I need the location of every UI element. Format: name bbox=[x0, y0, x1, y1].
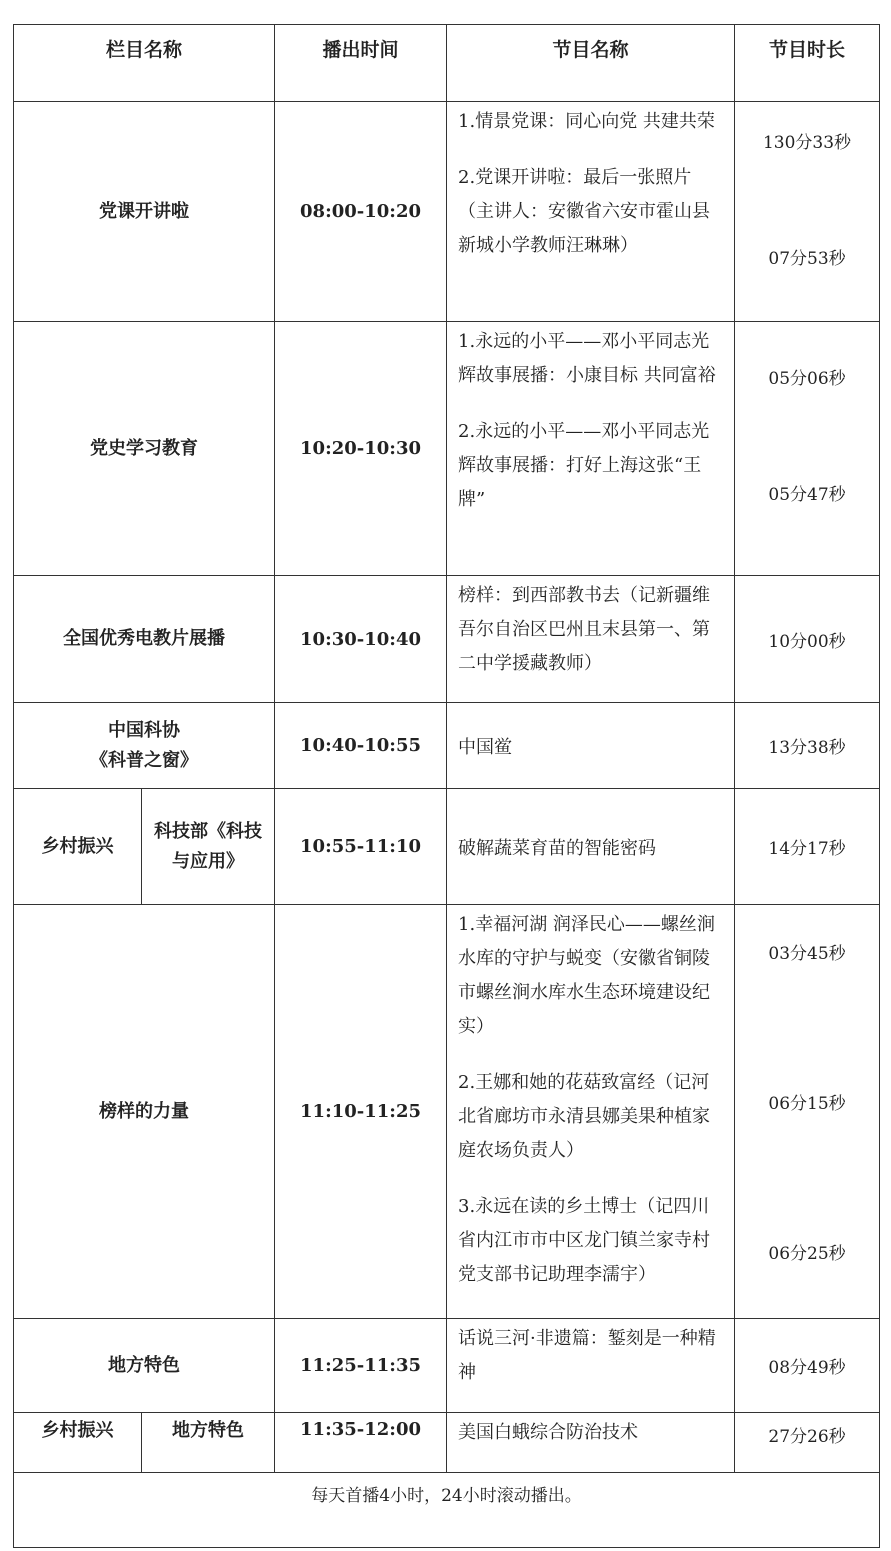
air-time: 11:35-12:00 bbox=[275, 1413, 447, 1473]
program-item: 破解蔬菜育苗的智能密码 bbox=[447, 789, 735, 905]
column-name-line: 《科普之窗》 bbox=[90, 749, 198, 771]
table-row bbox=[14, 322, 880, 576]
program-item: 1.情景党课：同心向党 共建共荣 bbox=[458, 111, 715, 132]
table-row bbox=[14, 1319, 880, 1413]
duration-item: 14分17秒 bbox=[735, 789, 880, 905]
table-row bbox=[14, 102, 880, 322]
program-item: 2.党课开讲啦：最后一张照片（主讲人：安徽省六安市霍山县新城小学教师汪琳琳） bbox=[458, 167, 711, 256]
air-time: 10:55-11:10 bbox=[275, 789, 447, 905]
program-item: 3.永远在读的乡土博士（记四川省内江市市中区龙门镇兰家寺村党支部书记助理李濡宇） bbox=[458, 1196, 711, 1285]
header-column-name: 栏目名称 bbox=[14, 25, 275, 102]
column-name-line: 中国科协 bbox=[108, 719, 180, 741]
header-air-time: 播出时间 bbox=[275, 25, 447, 102]
header-duration: 节目时长 bbox=[735, 25, 880, 102]
table-row bbox=[14, 905, 880, 1319]
duration-item: 05分47秒 bbox=[768, 485, 846, 505]
duration-item: 05分06秒 bbox=[768, 369, 846, 389]
column-name: 地方特色 bbox=[14, 1319, 275, 1413]
duration-list bbox=[735, 102, 880, 322]
program-list bbox=[447, 322, 735, 576]
table-row bbox=[14, 703, 880, 789]
column-name-main: 乡村振兴 bbox=[14, 789, 142, 905]
column-name bbox=[14, 703, 275, 789]
air-time: 10:30-10:40 bbox=[275, 576, 447, 703]
column-name: 党课开讲啦 bbox=[14, 102, 275, 322]
air-time: 10:40-10:55 bbox=[275, 703, 447, 789]
header-row bbox=[14, 25, 880, 102]
program-list bbox=[447, 1319, 735, 1413]
table-row bbox=[14, 1413, 880, 1473]
program-item: 美国白蛾综合防治技术 bbox=[447, 1413, 735, 1473]
air-time: 10:20-10:30 bbox=[275, 322, 447, 576]
program-item: 2.王娜和她的花菇致富经（记河北省廊坊市永清县娜美果种植家庭农场负责人） bbox=[458, 1072, 711, 1161]
program-list bbox=[447, 102, 735, 322]
duration-item: 03分45秒 bbox=[768, 944, 846, 964]
duration-item: 07分53秒 bbox=[768, 249, 846, 269]
column-name-main: 乡村振兴 bbox=[14, 1413, 142, 1473]
duration-item: 08分49秒 bbox=[735, 1319, 880, 1413]
table-row bbox=[14, 576, 880, 703]
program-item: 中国鲎 bbox=[447, 703, 735, 789]
duration-list bbox=[735, 322, 880, 576]
column-name-sub: 科技部《科技与应用》 bbox=[142, 789, 275, 905]
column-name: 党史学习教育 bbox=[14, 322, 275, 576]
duration-item: 130分33秒 bbox=[762, 133, 852, 153]
column-name: 全国优秀电教片展播 bbox=[14, 576, 275, 703]
duration-item: 27分26秒 bbox=[735, 1413, 880, 1473]
program-item: 榜样：到西部教书去（记新疆维吾尔自治区巴州且末县第一、第二中学援藏教师） bbox=[458, 585, 711, 674]
program-list bbox=[447, 905, 735, 1319]
schedule-table bbox=[13, 24, 880, 1548]
header-program-name: 节目名称 bbox=[447, 25, 735, 102]
footer-note: 每天首播4小时，24小时滚动播出。 bbox=[14, 1473, 880, 1548]
program-item: 1.幸福河湖 润泽民心——螺丝涧水库的守护与蜕变（安徽省铜陵市螺丝涧水库水生态环境建设纪实） bbox=[458, 914, 715, 1037]
column-name: 榜样的力量 bbox=[14, 905, 275, 1319]
duration-item: 06分15秒 bbox=[768, 1094, 846, 1114]
column-name-sub: 地方特色 bbox=[142, 1413, 275, 1473]
footer-row bbox=[14, 1473, 880, 1548]
program-list bbox=[447, 576, 735, 703]
duration-item: 06分25秒 bbox=[768, 1244, 846, 1264]
program-item: 话说三河·非遗篇：錾刻是一种精神 bbox=[458, 1328, 716, 1383]
table-row bbox=[14, 789, 880, 905]
air-time: 11:10-11:25 bbox=[275, 905, 447, 1319]
air-time: 11:25-11:35 bbox=[275, 1319, 447, 1413]
duration-item: 10分00秒 bbox=[735, 576, 880, 703]
duration-list bbox=[735, 905, 880, 1319]
duration-item: 13分38秒 bbox=[735, 703, 880, 789]
program-item: 1.永远的小平——邓小平同志光辉故事展播：小康目标 共同富裕 bbox=[458, 331, 716, 386]
air-time: 08:00-10:20 bbox=[275, 102, 447, 322]
program-item: 2.永远的小平——邓小平同志光辉故事展播：打好上海这张“王牌” bbox=[458, 421, 710, 510]
